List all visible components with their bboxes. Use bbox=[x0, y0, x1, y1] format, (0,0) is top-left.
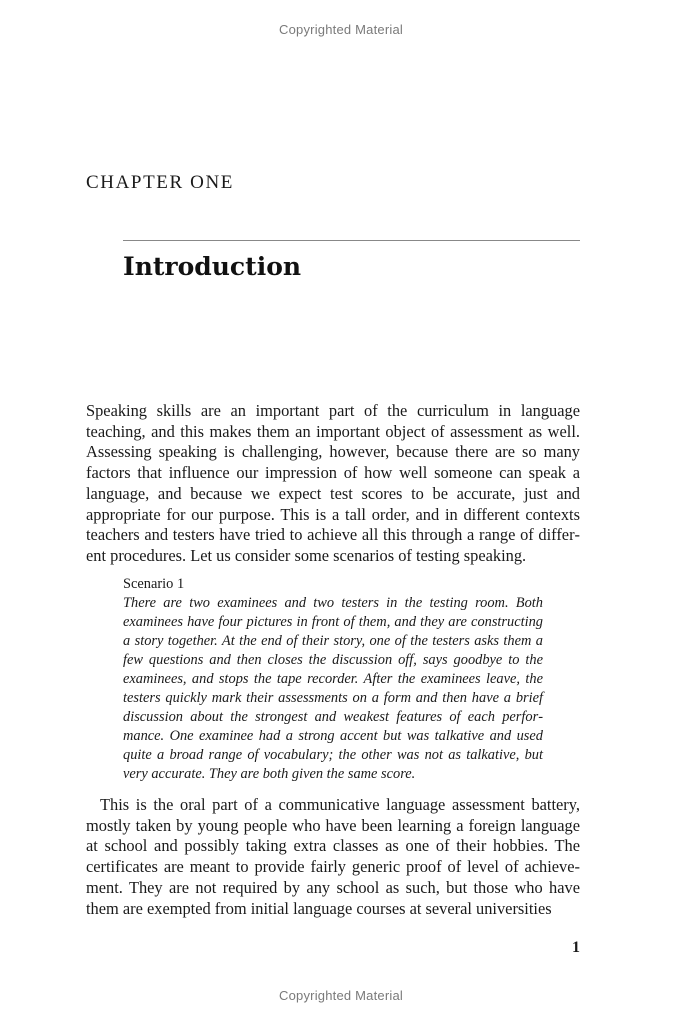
chapter-divider bbox=[123, 240, 580, 241]
chapter-label: CHAPTER ONE bbox=[86, 172, 234, 193]
copyright-watermark-bottom: Copyrighted Material bbox=[279, 988, 403, 1003]
copyright-watermark-top: Copyrighted Material bbox=[279, 22, 403, 37]
scenario-block bbox=[123, 575, 543, 784]
scenario-body: There are two examinees and two testers in the testing room. Both examinees have four pictures in front of them, and they are constructing a story together. At the end of their story, one of the testers asks them a few questions and then closes the discussion off, says goodbye to the examinees, and stops the tape recorder. After the examinees leave, the testers quickly mark their assessments on a form and then have a brief discussion about the strongest and weakest features of each performance. One examinee had a strong accent but was talkative and used quite a broad range of vocabulary; the other was not as talkative, but very accurate. They are both given the same score. bbox=[123, 595, 543, 782]
page-number: 1 bbox=[572, 939, 580, 956]
intro-paragraph: Speaking skills are an important part of the curriculum in language teaching, and this makes them an important object of assessment as well. Assessing speaking is challenging, however, because there are so many factors that influence our impression of how well someone can speak a language, and because we expect test scores to be accurate, just and appropriate for our purpose. This is a tall order, and in different contexts teachers and testers have tried to achieve all this through a range of different procedures. Let us consider some scenarios of testing speaking. bbox=[86, 401, 580, 565]
chapter-title: Introduction bbox=[123, 252, 302, 281]
body-paragraph: This is the oral part of a communicative language assessment battery, mostly taken by young people who have been learning a foreign language at school and possibly taking extra classes as one of their hobbies. The certificates are meant to provide fairly generic proof of level of achievement. They are not required by any school as such, but those who have them are exempted from initial language courses at several universities bbox=[86, 795, 580, 918]
scenario-title: Scenario 1 bbox=[123, 576, 185, 592]
